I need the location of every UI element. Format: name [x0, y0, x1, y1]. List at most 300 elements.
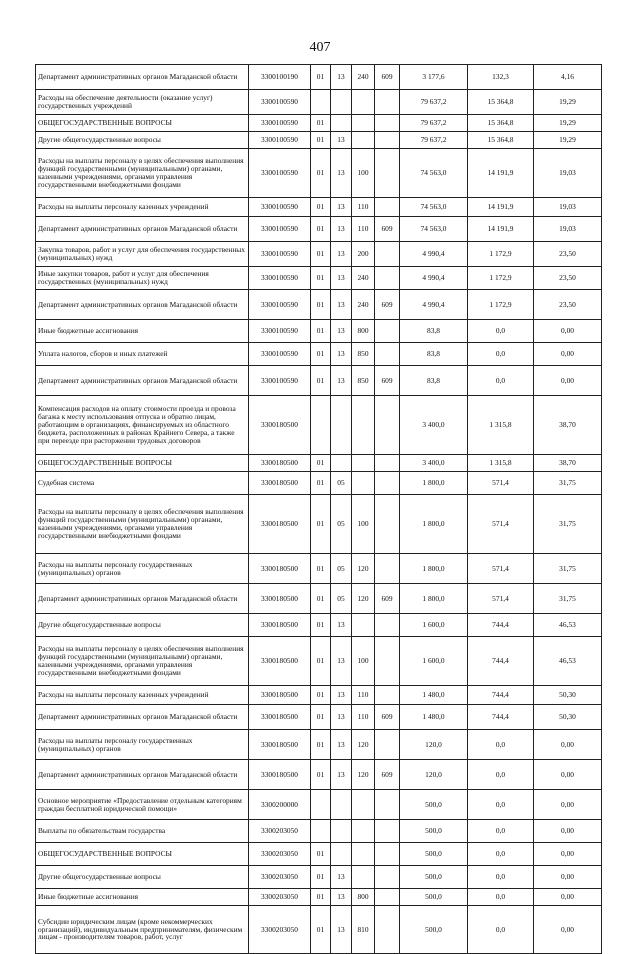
subsection-cell: 13: [331, 705, 352, 730]
administrator-cell: [375, 242, 400, 267]
subsection-cell: 13: [331, 267, 352, 290]
planned-amount-cell: 500,0: [400, 843, 468, 866]
planned-amount-cell: 3 400,0: [400, 455, 468, 472]
executed-amount-cell: 571,4: [468, 495, 534, 554]
executed-amount-cell: 0,0: [468, 906, 534, 954]
expense-type-cell: [352, 790, 375, 820]
table-row: [36, 396, 602, 455]
expense-type-cell: [352, 396, 375, 455]
table-body: [36, 65, 602, 954]
row-name-cell: Другие общегосударственные вопросы: [36, 866, 249, 889]
expense-type-cell: 120: [352, 730, 375, 760]
administrator-cell: 609: [375, 760, 400, 790]
planned-amount-cell: 4 990,4: [400, 242, 468, 267]
table-row: [36, 614, 602, 637]
target-code-cell: 3300100590: [249, 366, 311, 396]
row-name-cell: Департамент административных органов Магаданской области: [36, 65, 249, 90]
expense-type-cell: 800: [352, 320, 375, 343]
percent-cell: 0,00: [534, 820, 602, 843]
subsection-cell: 13: [331, 290, 352, 320]
percent-cell: 0,00: [534, 320, 602, 343]
executed-amount-cell: 571,4: [468, 584, 534, 614]
planned-amount-cell: 1 600,0: [400, 614, 468, 637]
row-name-cell: Расходы на выплаты персоналу государственных (муниципальных) органов: [36, 554, 249, 584]
expense-type-cell: 240: [352, 290, 375, 320]
row-name-cell: Департамент административных органов Магаданской области: [36, 584, 249, 614]
administrator-cell: [375, 906, 400, 954]
percent-cell: 19,29: [534, 90, 602, 115]
row-name-cell: Судебная система: [36, 472, 249, 495]
section-cell: 01: [311, 366, 331, 396]
administrator-cell: [375, 614, 400, 637]
section-cell: 01: [311, 889, 331, 906]
planned-amount-cell: 500,0: [400, 889, 468, 906]
administrator-cell: [375, 343, 400, 366]
expense-type-cell: 110: [352, 198, 375, 217]
target-code-cell: 3300100590: [249, 242, 311, 267]
section-cell: [311, 396, 331, 455]
percent-cell: 0,00: [534, 790, 602, 820]
subsection-cell: [331, 820, 352, 843]
section-cell: 01: [311, 343, 331, 366]
table-row: [36, 906, 602, 954]
section-cell: 01: [311, 455, 331, 472]
administrator-cell: [375, 90, 400, 115]
executed-amount-cell: 0,0: [468, 820, 534, 843]
row-name-cell: Расходы на выплаты персоналу в целях обеспечения выполнения функций государственными (муниципальными) органами, казенными учреждениями, органами управления государственными внебюджетными фондами: [36, 495, 249, 554]
planned-amount-cell: 120,0: [400, 760, 468, 790]
administrator-cell: 609: [375, 65, 400, 90]
row-name-cell: Расходы на выплаты персоналу государственных (муниципальных) органов: [36, 730, 249, 760]
subsection-cell: [331, 396, 352, 455]
subsection-cell: [331, 790, 352, 820]
subsection-cell: 13: [331, 198, 352, 217]
planned-amount-cell: 500,0: [400, 790, 468, 820]
subsection-cell: 13: [331, 366, 352, 396]
section-cell: 01: [311, 198, 331, 217]
percent-cell: 0,00: [534, 730, 602, 760]
table-row: [36, 455, 602, 472]
target-code-cell: 3300180500: [249, 495, 311, 554]
table-row: [36, 820, 602, 843]
subsection-cell: [331, 90, 352, 115]
executed-amount-cell: 744,4: [468, 705, 534, 730]
administrator-cell: 609: [375, 705, 400, 730]
administrator-cell: 609: [375, 584, 400, 614]
target-code-cell: 3300100590: [249, 343, 311, 366]
subsection-cell: 13: [331, 242, 352, 267]
table-row: [36, 730, 602, 760]
table-row: [36, 866, 602, 889]
subsection-cell: 05: [331, 495, 352, 554]
expense-type-cell: 800: [352, 889, 375, 906]
section-cell: [311, 820, 331, 843]
administrator-cell: [375, 843, 400, 866]
expense-type-cell: 100: [352, 495, 375, 554]
percent-cell: 0,00: [534, 843, 602, 866]
executed-amount-cell: 571,4: [468, 472, 534, 495]
planned-amount-cell: 4 990,4: [400, 290, 468, 320]
expense-type-cell: 810: [352, 906, 375, 954]
row-name-cell: Основное мероприятие «Предоставление отдельным категориям граждан бесплатной юридической помощи»: [36, 790, 249, 820]
expense-type-cell: 110: [352, 686, 375, 705]
table-row: [36, 343, 602, 366]
planned-amount-cell: 1 800,0: [400, 472, 468, 495]
row-name-cell: Иные закупки товаров, работ и услуг для обеспечения государственных (муниципальных) нужд: [36, 267, 249, 290]
planned-amount-cell: 74 563,0: [400, 217, 468, 242]
planned-amount-cell: 83,8: [400, 366, 468, 396]
administrator-cell: [375, 115, 400, 132]
target-code-cell: 3300180500: [249, 705, 311, 730]
section-cell: 01: [311, 705, 331, 730]
row-name-cell: Департамент административных органов Магаданской области: [36, 760, 249, 790]
table-row: [36, 760, 602, 790]
row-name-cell: Уплата налогов, сборов и иных платежей: [36, 343, 249, 366]
percent-cell: 19,29: [534, 115, 602, 132]
table-row: [36, 65, 602, 90]
administrator-cell: [375, 495, 400, 554]
section-cell: 01: [311, 267, 331, 290]
executed-amount-cell: 1 315,8: [468, 396, 534, 455]
subsection-cell: 13: [331, 65, 352, 90]
executed-amount-cell: 0,0: [468, 843, 534, 866]
planned-amount-cell: 79 637,2: [400, 132, 468, 149]
subsection-cell: 13: [331, 889, 352, 906]
expense-type-cell: 850: [352, 343, 375, 366]
row-name-cell: Другие общегосударственные вопросы: [36, 132, 249, 149]
row-name-cell: Другие общегосударственные вопросы: [36, 614, 249, 637]
administrator-cell: 609: [375, 366, 400, 396]
row-name-cell: Компенсация расходов на оплату стоимости проезда и провоза багажа к месту использования отпуска и обратно лицам, работающим в организациях, финансируемых из областного бюджета, расположенных в районах Крайнего Севера, а также при переезде при расторжении трудовых договоров: [36, 396, 249, 455]
section-cell: 01: [311, 760, 331, 790]
executed-amount-cell: 1 172,9: [468, 242, 534, 267]
table-row: [36, 637, 602, 686]
table-row: [36, 790, 602, 820]
row-name-cell: ОБЩЕГОСУДАРСТВЕННЫЕ ВОПРОСЫ: [36, 455, 249, 472]
section-cell: 01: [311, 866, 331, 889]
section-cell: 01: [311, 614, 331, 637]
target-code-cell: 3300180500: [249, 760, 311, 790]
administrator-cell: [375, 820, 400, 843]
table-row: [36, 843, 602, 866]
target-code-cell: 3300100590: [249, 320, 311, 343]
expense-type-cell: 200: [352, 242, 375, 267]
executed-amount-cell: 15 364,8: [468, 132, 534, 149]
target-code-cell: 3300100590: [249, 267, 311, 290]
section-cell: 01: [311, 843, 331, 866]
expense-type-cell: 110: [352, 705, 375, 730]
percent-cell: 50,30: [534, 705, 602, 730]
target-code-cell: 3300180500: [249, 637, 311, 686]
section-cell: 01: [311, 730, 331, 760]
section-cell: 01: [311, 554, 331, 584]
section-cell: 01: [311, 320, 331, 343]
row-name-cell: Департамент административных органов Магаданской области: [36, 366, 249, 396]
section-cell: 01: [311, 584, 331, 614]
expense-type-cell: 120: [352, 760, 375, 790]
table-row: [36, 686, 602, 705]
row-name-cell: Расходы на обеспечение деятельности (оказание услуг) государственных учреждений: [36, 90, 249, 115]
expense-type-cell: 100: [352, 149, 375, 198]
executed-amount-cell: 0,0: [468, 343, 534, 366]
planned-amount-cell: 83,8: [400, 343, 468, 366]
section-cell: 01: [311, 906, 331, 954]
section-cell: 01: [311, 495, 331, 554]
expense-type-cell: 240: [352, 65, 375, 90]
percent-cell: 38,70: [534, 455, 602, 472]
target-code-cell: 3300100590: [249, 290, 311, 320]
section-cell: 01: [311, 637, 331, 686]
table-row: [36, 217, 602, 242]
expense-type-cell: 110: [352, 217, 375, 242]
table-row: [36, 320, 602, 343]
target-code-cell: 3300180500: [249, 472, 311, 495]
planned-amount-cell: 500,0: [400, 820, 468, 843]
subsection-cell: 13: [331, 132, 352, 149]
administrator-cell: [375, 637, 400, 686]
planned-amount-cell: 1 480,0: [400, 705, 468, 730]
administrator-cell: [375, 889, 400, 906]
subsection-cell: 13: [331, 906, 352, 954]
executed-amount-cell: 132,3: [468, 65, 534, 90]
executed-amount-cell: 744,4: [468, 686, 534, 705]
administrator-cell: [375, 396, 400, 455]
subsection-cell: 13: [331, 760, 352, 790]
executed-amount-cell: 744,4: [468, 614, 534, 637]
planned-amount-cell: 1 600,0: [400, 637, 468, 686]
percent-cell: 31,75: [534, 472, 602, 495]
subsection-cell: 05: [331, 584, 352, 614]
section-cell: 01: [311, 115, 331, 132]
expense-type-cell: [352, 614, 375, 637]
subsection-cell: 13: [331, 343, 352, 366]
planned-amount-cell: 1 800,0: [400, 495, 468, 554]
percent-cell: 46,53: [534, 637, 602, 686]
subsection-cell: [331, 115, 352, 132]
percent-cell: 19,29: [534, 132, 602, 149]
percent-cell: 19,03: [534, 198, 602, 217]
expense-type-cell: [352, 843, 375, 866]
section-cell: 01: [311, 132, 331, 149]
subsection-cell: 13: [331, 686, 352, 705]
row-name-cell: Иные бюджетные ассигнования: [36, 320, 249, 343]
subsection-cell: 13: [331, 149, 352, 198]
planned-amount-cell: 1 480,0: [400, 686, 468, 705]
section-cell: 01: [311, 290, 331, 320]
target-code-cell: 3300203050: [249, 906, 311, 954]
table-row: [36, 705, 602, 730]
executed-amount-cell: 1 315,8: [468, 455, 534, 472]
row-name-cell: Субсидии юридическим лицам (кроме некоммерческих организаций), индивидуальным предпринимателям, физическим лицам - производителям товаров, работ, услуг: [36, 906, 249, 954]
table-row: [36, 132, 602, 149]
target-code-cell: 3300100590: [249, 149, 311, 198]
section-cell: 01: [311, 242, 331, 267]
subsection-cell: [331, 455, 352, 472]
subsection-cell: 13: [331, 614, 352, 637]
administrator-cell: [375, 554, 400, 584]
table-row: [36, 889, 602, 906]
planned-amount-cell: 83,8: [400, 320, 468, 343]
table-row: [36, 115, 602, 132]
planned-amount-cell: 500,0: [400, 906, 468, 954]
subsection-cell: [331, 843, 352, 866]
section-cell: 01: [311, 686, 331, 705]
planned-amount-cell: 74 563,0: [400, 198, 468, 217]
planned-amount-cell: 74 563,0: [400, 149, 468, 198]
expense-type-cell: [352, 455, 375, 472]
table-row: [36, 584, 602, 614]
target-code-cell: 3300100590: [249, 90, 311, 115]
planned-amount-cell: 500,0: [400, 866, 468, 889]
percent-cell: 0,00: [534, 760, 602, 790]
target-code-cell: 3300180500: [249, 686, 311, 705]
administrator-cell: [375, 267, 400, 290]
planned-amount-cell: 79 637,2: [400, 90, 468, 115]
percent-cell: 0,00: [534, 889, 602, 906]
target-code-cell: 3300180500: [249, 396, 311, 455]
target-code-cell: 3300203050: [249, 820, 311, 843]
percent-cell: 0,00: [534, 906, 602, 954]
section-cell: 01: [311, 149, 331, 198]
table-row: [36, 495, 602, 554]
expense-type-cell: 100: [352, 637, 375, 686]
subsection-cell: 13: [331, 217, 352, 242]
row-name-cell: Расходы на выплаты персоналу в целях обеспечения выполнения функций государственными (муниципальными) органами, казенными учреждениями, органами управления государственными внебюджетными фондами: [36, 637, 249, 686]
administrator-cell: [375, 198, 400, 217]
administrator-cell: [375, 472, 400, 495]
administrator-cell: [375, 149, 400, 198]
executed-amount-cell: 0,0: [468, 889, 534, 906]
budget-table: [35, 64, 602, 954]
page-number: 407: [309, 40, 331, 55]
percent-cell: 0,00: [534, 343, 602, 366]
percent-cell: 0,00: [534, 366, 602, 396]
administrator-cell: [375, 866, 400, 889]
administrator-cell: 609: [375, 217, 400, 242]
executed-amount-cell: 14 191,9: [468, 198, 534, 217]
table-row: [36, 554, 602, 584]
expense-type-cell: 850: [352, 366, 375, 396]
executed-amount-cell: 0,0: [468, 366, 534, 396]
expense-type-cell: [352, 115, 375, 132]
target-code-cell: 3300200000: [249, 790, 311, 820]
table-row: [36, 290, 602, 320]
administrator-cell: 609: [375, 290, 400, 320]
target-code-cell: 3300203050: [249, 866, 311, 889]
administrator-cell: [375, 132, 400, 149]
table-row: [36, 267, 602, 290]
executed-amount-cell: 15 364,8: [468, 90, 534, 115]
planned-amount-cell: 4 990,4: [400, 267, 468, 290]
section-cell: 01: [311, 472, 331, 495]
target-code-cell: 3300180500: [249, 554, 311, 584]
row-name-cell: Расходы на выплаты персоналу в целях обеспечения выполнения функций государственными (муниципальными) органами, казенными учреждениями, органами управления государственными внебюджетными фондами: [36, 149, 249, 198]
target-code-cell: 3300203050: [249, 889, 311, 906]
target-code-cell: 3300180500: [249, 614, 311, 637]
executed-amount-cell: 0,0: [468, 730, 534, 760]
percent-cell: 31,75: [534, 554, 602, 584]
row-name-cell: ОБЩЕГОСУДАРСТВЕННЫЕ ВОПРОСЫ: [36, 843, 249, 866]
planned-amount-cell: 1 800,0: [400, 554, 468, 584]
percent-cell: 19,03: [534, 217, 602, 242]
target-code-cell: 3300100590: [249, 115, 311, 132]
target-code-cell: 3300100590: [249, 132, 311, 149]
executed-amount-cell: 0,0: [468, 760, 534, 790]
planned-amount-cell: 79 637,2: [400, 115, 468, 132]
section-cell: 01: [311, 217, 331, 242]
table-row: [36, 90, 602, 115]
administrator-cell: [375, 455, 400, 472]
executed-amount-cell: 0,0: [468, 866, 534, 889]
expense-type-cell: [352, 132, 375, 149]
expense-type-cell: [352, 472, 375, 495]
planned-amount-cell: 3 177,6: [400, 65, 468, 90]
table-row: [36, 242, 602, 267]
executed-amount-cell: 15 364,8: [468, 115, 534, 132]
target-code-cell: 3300180500: [249, 730, 311, 760]
administrator-cell: [375, 790, 400, 820]
target-code-cell: 3300100590: [249, 198, 311, 217]
planned-amount-cell: 1 800,0: [400, 584, 468, 614]
expense-type-cell: 240: [352, 267, 375, 290]
percent-cell: 4,16: [534, 65, 602, 90]
subsection-cell: 13: [331, 730, 352, 760]
expense-type-cell: [352, 90, 375, 115]
row-name-cell: ОБЩЕГОСУДАРСТВЕННЫЕ ВОПРОСЫ: [36, 115, 249, 132]
executed-amount-cell: 744,4: [468, 637, 534, 686]
target-code-cell: 3300100590: [249, 217, 311, 242]
expense-type-cell: [352, 866, 375, 889]
subsection-cell: 05: [331, 554, 352, 584]
executed-amount-cell: 0,0: [468, 320, 534, 343]
executed-amount-cell: 571,4: [468, 554, 534, 584]
percent-cell: 38,70: [534, 396, 602, 455]
percent-cell: 0,00: [534, 866, 602, 889]
section-cell: [311, 790, 331, 820]
row-name-cell: Департамент административных органов Магаданской области: [36, 217, 249, 242]
subsection-cell: 05: [331, 472, 352, 495]
executed-amount-cell: 14 191,9: [468, 149, 534, 198]
percent-cell: 23,50: [534, 267, 602, 290]
administrator-cell: [375, 320, 400, 343]
percent-cell: 31,75: [534, 584, 602, 614]
row-name-cell: Закупка товаров, работ и услуг для обеспечения государственных (муниципальных) нужд: [36, 242, 249, 267]
expense-type-cell: 120: [352, 584, 375, 614]
row-name-cell: Департамент административных органов Магаданской области: [36, 705, 249, 730]
row-name-cell: Расходы на выплаты персоналу казенных учреждений: [36, 198, 249, 217]
planned-amount-cell: 3 400,0: [400, 396, 468, 455]
row-name-cell: Расходы на выплаты персоналу казенных учреждений: [36, 686, 249, 705]
executed-amount-cell: 14 191,9: [468, 217, 534, 242]
percent-cell: 23,50: [534, 242, 602, 267]
section-cell: 01: [311, 65, 331, 90]
target-code-cell: 3300180500: [249, 455, 311, 472]
row-name-cell: Департамент административных органов Магаданской области: [36, 290, 249, 320]
executed-amount-cell: 0,0: [468, 790, 534, 820]
percent-cell: 50,30: [534, 686, 602, 705]
subsection-cell: 13: [331, 866, 352, 889]
row-name-cell: Иные бюджетные ассигнования: [36, 889, 249, 906]
percent-cell: 23,50: [534, 290, 602, 320]
executed-amount-cell: 1 172,9: [468, 267, 534, 290]
section-cell: [311, 90, 331, 115]
percent-cell: 19,03: [534, 149, 602, 198]
expense-type-cell: 120: [352, 554, 375, 584]
percent-cell: 31,75: [534, 495, 602, 554]
subsection-cell: 13: [331, 320, 352, 343]
table-row: [36, 472, 602, 495]
expense-type-cell: [352, 820, 375, 843]
